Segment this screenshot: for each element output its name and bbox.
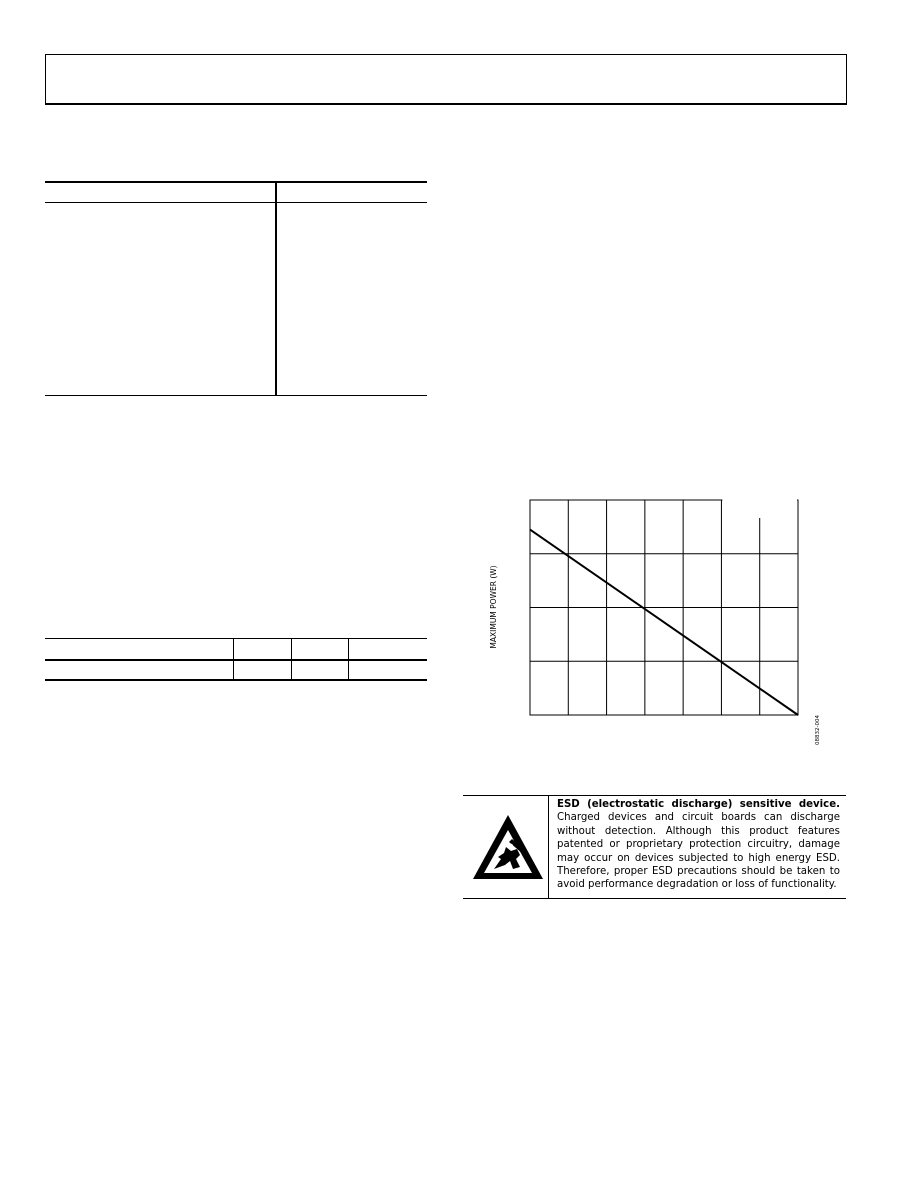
chart-grid	[530, 499, 798, 715]
ratings-table	[45, 181, 427, 396]
y-axis-label: MAXIMUM POWER (W)	[489, 565, 498, 649]
table-column-divider	[348, 638, 349, 681]
table-column-divider	[275, 181, 277, 396]
table-bottom-rule	[45, 395, 427, 396]
esd-notice-body: Charged devices and circuit boards can discharge without detection. Although this product features patented or proprietary protection circuitry, damage may occur on devices subjected to high energy ESD. Therefore, proper ESD precautions should be taken to avoid performance degradation or loss of functionality.	[557, 812, 840, 891]
table-top-rule	[45, 181, 427, 183]
series-line	[530, 530, 798, 715]
table-header-rule	[45, 659, 427, 661]
table-header-rule	[45, 202, 427, 203]
figure-id-label: 08832-004	[815, 715, 821, 745]
esd-bottom-rule	[463, 898, 846, 899]
table-bottom-rule	[45, 679, 427, 681]
esd-top-rule	[463, 795, 846, 796]
table-column-divider	[291, 638, 292, 681]
esd-warning-icon	[471, 813, 545, 881]
chart-series	[530, 530, 798, 715]
esd-caution-box	[463, 795, 846, 899]
max-power-chart	[480, 495, 830, 755]
thermal-resistance-table	[45, 638, 427, 681]
max-power-chart-svg	[480, 495, 830, 755]
esd-notice-text	[557, 798, 840, 892]
esd-divider	[548, 795, 549, 899]
chart-frame-gap	[722, 499, 797, 501]
page-header-box	[45, 54, 847, 105]
table-top-rule	[45, 638, 427, 639]
esd-notice-title: ESD (electrostatic discharge) sensitive device.	[557, 799, 840, 810]
table-column-divider	[233, 638, 234, 681]
